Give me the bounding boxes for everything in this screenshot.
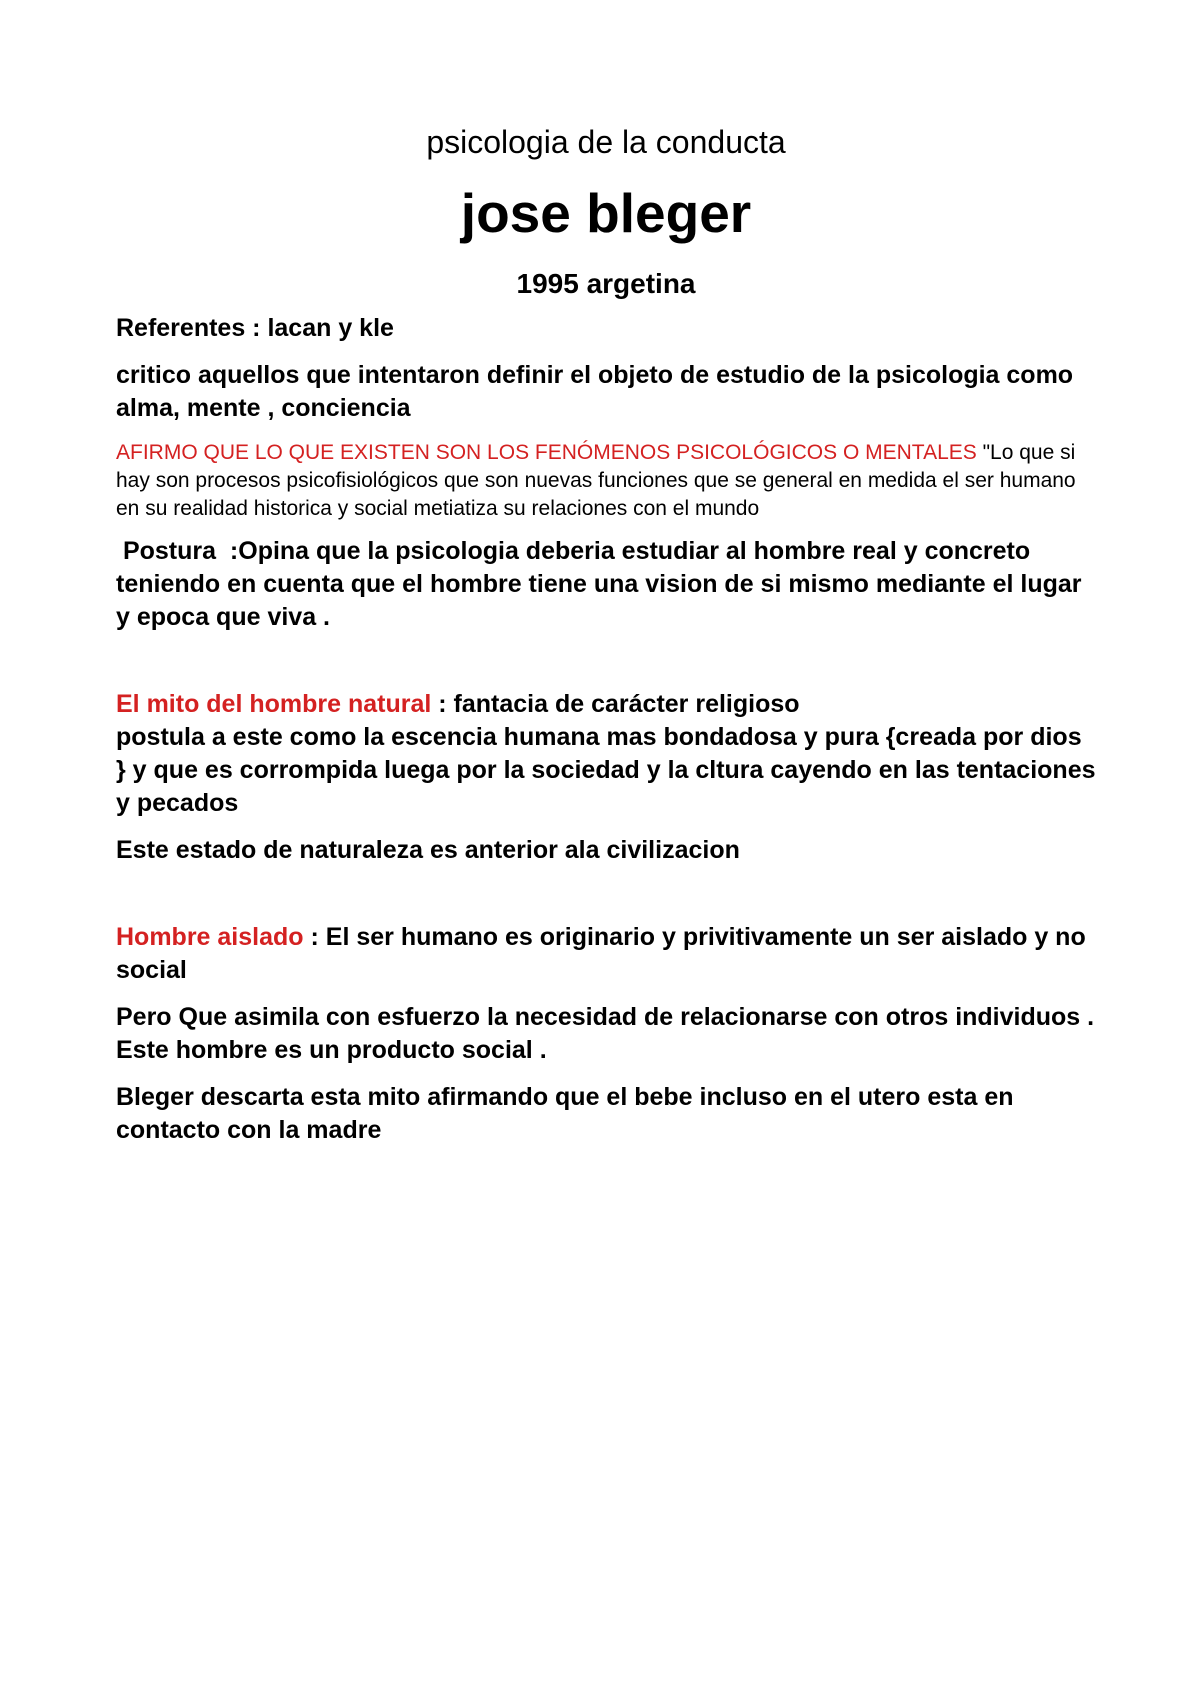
postura-paragraph: Postura :Opina que la psicologia deberia estudiar al hombre real y concreto teniendo en cuenta que el hombre tiene una vision de si mismo mediante el lugar y epoca que viva . [116,537,1089,631]
subject-heading: psicologia de la conducta [426,124,786,160]
aislado-paragraph [116,921,1096,987]
mito-postula-paragraph: postula a este como la escencia humana mas bondadosa y pura {creada por dios } y que es corrompida luega por la sociedad y la cltura cayendo en las tentaciones y pecados [116,723,1096,817]
aislado-description: : El ser humano es originario y privitivamente un ser aislado y no social [116,923,1086,984]
estado-paragraph: Este estado de naturaleza es anterior ala civilizacion [116,836,740,864]
author-title: jose bleger [460,182,752,244]
date-place: 1995 argetina [516,268,696,299]
section-spacer [116,881,1096,921]
mito-paragraph [116,688,1096,721]
critico-paragraph: critico aquellos que intentaron definir el objeto de estudio de la psicologia como alma, mente , conciencia [116,361,1074,422]
aislado-title: Hombre aislado [116,923,304,951]
referentes-paragraph: Referentes : lacan y kle [116,314,394,342]
section-spacer [116,648,1096,688]
afirmo-quote: "Lo que si hay son procesos psicofisiológicos que son nuevas funciones que se general en medida el ser humano en su realidad historica y social metiatiza su relaciones con el mundo [116,441,1076,520]
bleger-paragraph: Bleger descarta esta mito afirmando que el bebe incluso en el utero esta en contacto con la madre [116,1083,1014,1144]
mito-title: El mito del hombre natural [116,690,432,718]
mito-description: : fantacia de carácter religioso [431,690,800,718]
afirmo-highlight: AFIRMO QUE LO QUE EXISTEN SON LOS FENÓMENOS PSICOLÓGICOS O MENTALES [116,441,977,464]
document-body [116,118,1096,1161]
afirmo-paragraph [116,439,1096,523]
pero-paragraph: Pero Que asimila con esfuerzo la necesidad de relacionarse con otros individuos . Este hombre es un producto social . [116,1003,1095,1064]
